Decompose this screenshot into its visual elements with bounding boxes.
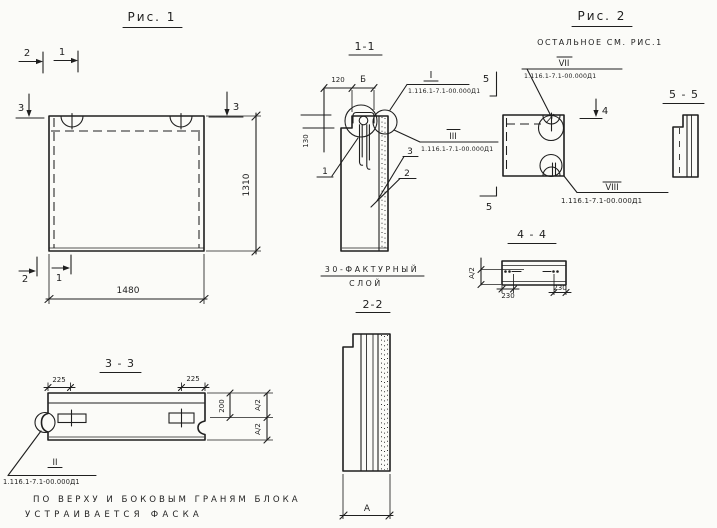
svg-text:II: II xyxy=(52,458,58,468)
dim-120-b xyxy=(321,75,377,152)
section-5-5 xyxy=(663,88,704,177)
svg-text:3: 3 xyxy=(407,147,413,157)
svg-text:200: 200 xyxy=(218,399,226,413)
svg-text:230: 230 xyxy=(501,292,515,300)
figure1 xyxy=(16,10,261,304)
dim-width-1480 xyxy=(45,254,208,304)
part-label-1 xyxy=(317,138,358,177)
callout-roman-viii xyxy=(561,176,668,205)
footnote-line-2: УСТРАИВАЕТСЯ ФАСКА xyxy=(25,510,203,520)
svg-text:225: 225 xyxy=(52,376,66,384)
figure2 xyxy=(480,9,668,213)
svg-text:230: 230 xyxy=(553,284,567,292)
figure2-title: Рис. 2 xyxy=(577,9,627,23)
dim-a2-left xyxy=(468,258,524,288)
cut-marker-5-top xyxy=(483,72,497,96)
svg-text:5: 5 xyxy=(482,74,490,85)
dim-225-left xyxy=(44,376,75,391)
dim-230-left xyxy=(497,274,519,300)
section-2-2-title: 2-2 xyxy=(362,298,384,311)
svg-text:1480: 1480 xyxy=(116,286,140,296)
svg-text:III: III xyxy=(449,132,457,142)
cut-marker-5-bottom xyxy=(480,187,497,213)
svg-text:1: 1 xyxy=(322,167,328,177)
svg-text:120: 120 xyxy=(331,76,345,84)
svg-text:3: 3 xyxy=(17,103,25,114)
cut-marker-2-bottom xyxy=(19,257,37,285)
svg-text:А: А xyxy=(363,504,371,514)
facture-layer-note xyxy=(321,265,424,288)
svg-text:А/2: А/2 xyxy=(254,423,262,435)
section-3-3-outline xyxy=(42,393,206,440)
part-label-3 xyxy=(377,147,418,201)
slot-right xyxy=(169,409,194,427)
section-4-4 xyxy=(468,228,571,300)
svg-text:2: 2 xyxy=(23,48,31,59)
cut-marker-3-left xyxy=(16,94,44,118)
svg-text:1.116.1-7.1-00.000Д1: 1.116.1-7.1-00.000Д1 xyxy=(524,73,597,80)
svg-text:5: 5 xyxy=(485,202,493,213)
dim-130 xyxy=(301,115,334,148)
figure2-subtitle: ОСТАЛЬНОЕ СМ. РИС.1 xyxy=(537,38,663,47)
loop-detail-bottom xyxy=(540,155,562,177)
dim-height-1310 xyxy=(206,112,261,255)
anchor-dots xyxy=(504,270,559,273)
svg-text:3: 3 xyxy=(232,102,240,113)
section-1-1-title: 1-1 xyxy=(354,40,376,53)
footnote-line-1: ПО ВЕРХУ И БОКОВЫМ ГРАНЯМ БЛОКА xyxy=(33,495,301,505)
footnote xyxy=(25,495,301,520)
svg-text:А/2: А/2 xyxy=(468,267,476,279)
section-5-5-title: 5 - 5 xyxy=(669,88,699,101)
dim-a xyxy=(340,474,393,519)
svg-text:1: 1 xyxy=(58,47,66,58)
dim-225-right xyxy=(178,375,209,391)
block-elevation-outline xyxy=(49,116,204,251)
svg-text:1.116.1-7.1-00.000Д1: 1.116.1-7.1-00.000Д1 xyxy=(3,478,80,486)
cut-marker-2-top xyxy=(19,48,43,73)
svg-text:Б: Б xyxy=(360,75,366,85)
cut-marker-1-bottom xyxy=(52,255,71,284)
callout-roman-i xyxy=(390,70,480,110)
svg-text:1.116.1-7.1-00.000Д1: 1.116.1-7.1-00.000Д1 xyxy=(561,197,643,205)
dims-right-stack xyxy=(207,390,273,443)
svg-text:1: 1 xyxy=(55,273,63,284)
section-3-3-title: 3 - 3 xyxy=(105,357,135,370)
figure1-title: Рис. 1 xyxy=(127,10,177,24)
loop-detail-top xyxy=(539,113,564,141)
svg-text:2: 2 xyxy=(21,274,29,285)
svg-text:130: 130 xyxy=(302,134,310,148)
detail-circle-1 xyxy=(345,105,377,137)
svg-text:1.116.1-7.1-00.000Д1: 1.116.1-7.1-00.000Д1 xyxy=(408,88,481,95)
svg-text:СЛОЙ: СЛОЙ xyxy=(349,279,383,288)
svg-text:VII: VII xyxy=(558,59,570,69)
section-2-2 xyxy=(340,334,393,519)
section-3-3 xyxy=(3,357,301,520)
svg-text:1310: 1310 xyxy=(242,173,252,197)
cut-marker-1-top xyxy=(54,47,78,72)
svg-text:2: 2 xyxy=(404,169,410,179)
svg-text:I: I xyxy=(429,70,433,81)
cut-marker-3-right xyxy=(209,92,243,117)
svg-text:VIII: VIII xyxy=(605,183,619,193)
svg-text:30-ФАКТУРНЫЙ: 30-ФАКТУРНЫЙ xyxy=(324,265,420,274)
block-side-outline xyxy=(503,115,564,176)
svg-text:А/2: А/2 xyxy=(254,399,262,411)
slot-left xyxy=(58,410,86,426)
section-5-5-outline xyxy=(673,115,698,177)
svg-text:1.116.1-7.1-00.000Д1: 1.116.1-7.1-00.000Д1 xyxy=(421,146,494,153)
svg-text:225: 225 xyxy=(186,375,200,383)
svg-text:4: 4 xyxy=(601,106,609,117)
cut-marker-4-right xyxy=(580,99,608,119)
section-4-4-title: 4 - 4 xyxy=(517,228,547,241)
